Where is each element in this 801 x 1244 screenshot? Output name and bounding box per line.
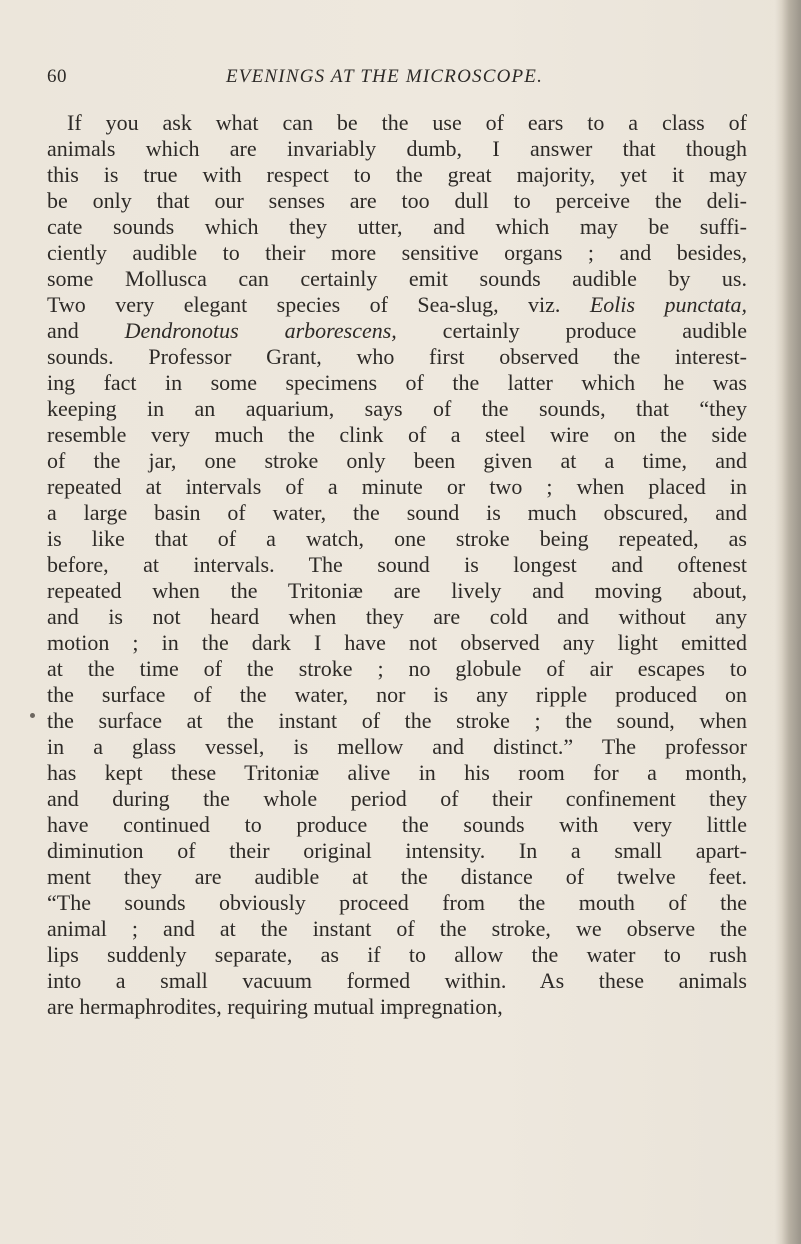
page-edge-shadow bbox=[775, 0, 801, 1244]
text-segment: and is not heard when they are cold and without any bbox=[47, 604, 747, 629]
text-line bbox=[47, 578, 747, 604]
text-segment: resemble very much the clink of a steel wire on the side bbox=[47, 422, 747, 447]
text-line bbox=[47, 292, 747, 318]
text-segment: repeated when the Tritoniæ are lively and moving about, bbox=[47, 578, 747, 603]
text-line bbox=[47, 734, 747, 760]
page-header bbox=[47, 66, 747, 94]
text-segment: diminution of their original intensity. In a small apart- bbox=[47, 838, 747, 863]
text-segment: ing fact in some specimens of the latter which he was bbox=[47, 370, 747, 395]
text-segment: some Mollusca can certainly emit sounds audible by us. bbox=[47, 266, 747, 291]
text-segment: motion ; in the dark I have not observed any light emitted bbox=[47, 630, 747, 655]
text-line bbox=[47, 110, 747, 136]
text-line bbox=[47, 396, 747, 422]
text-segment: cate sounds which they utter, and which may be suffi- bbox=[47, 214, 747, 239]
text-line bbox=[47, 136, 747, 162]
text-segment: is like that of a watch, one stroke being repeated, as bbox=[47, 526, 747, 551]
text-line bbox=[47, 448, 747, 474]
text-segment: the surface at the instant of the stroke ; the sound, when bbox=[47, 708, 747, 733]
text-segment: and bbox=[47, 318, 125, 343]
text-line bbox=[47, 812, 747, 838]
text-segment: at the time of the stroke ; no globule of air escapes to bbox=[47, 656, 747, 681]
text-line bbox=[47, 890, 747, 916]
text-segment: certainly produce audible bbox=[396, 318, 747, 343]
italic-species-name: Dendronotus arborescens, bbox=[124, 318, 397, 343]
text-segment: the surface of the water, nor is any ripple produced on bbox=[47, 682, 747, 707]
text-line bbox=[47, 526, 747, 552]
text-line bbox=[47, 240, 747, 266]
text-segment: animal ; and at the instant of the stroke, we observe the bbox=[47, 916, 747, 941]
body-paragraph bbox=[47, 110, 747, 1020]
text-segment: sounds. Professor Grant, who first observed the interest- bbox=[47, 344, 747, 369]
text-line bbox=[47, 968, 747, 994]
text-line bbox=[47, 552, 747, 578]
text-segment: be only that our senses are too dull to perceive the deli- bbox=[47, 188, 747, 213]
text-line bbox=[47, 474, 747, 500]
running-head: EVENINGS AT THE MICROSCOPE. bbox=[226, 66, 544, 87]
text-line bbox=[47, 500, 747, 526]
text-line bbox=[47, 682, 747, 708]
text-line bbox=[47, 786, 747, 812]
text-line bbox=[47, 630, 747, 656]
text-segment: animals which are invariably dumb, I answer that though bbox=[47, 136, 747, 161]
text-line bbox=[47, 838, 747, 864]
text-line bbox=[47, 318, 747, 344]
text-segment: ciently audible to their more sensitive organs ; and besides, bbox=[47, 240, 747, 265]
text-line bbox=[47, 188, 747, 214]
text-segment: and during the whole period of their confinement they bbox=[47, 786, 747, 811]
text-line bbox=[47, 344, 747, 370]
text-line bbox=[47, 370, 747, 396]
text-segment: this is true with respect to the great majority, yet it may bbox=[47, 162, 747, 187]
text-segment: “The sounds obviously proceed from the mouth of the bbox=[47, 890, 747, 915]
margin-dot bbox=[30, 713, 35, 718]
text-line bbox=[47, 994, 747, 1020]
text-line bbox=[47, 162, 747, 188]
text-line bbox=[47, 214, 747, 240]
text-line bbox=[47, 656, 747, 682]
page-number: 60 bbox=[47, 66, 67, 87]
text-segment: Two very elegant species of Sea-slug, viz. bbox=[47, 292, 590, 317]
text-segment: into a small vacuum formed within. As these animals bbox=[47, 968, 747, 993]
text-line bbox=[47, 266, 747, 292]
text-segment: lips suddenly separate, as if to allow the water to rush bbox=[47, 942, 747, 967]
text-segment: keeping in an aquarium, says of the sounds, that “they bbox=[47, 396, 747, 421]
text-segment: If you ask what can be the use of ears to a class of bbox=[67, 110, 747, 135]
text-segment: of the jar, one stroke only been given at a time, and bbox=[47, 448, 747, 473]
text-segment: repeated at intervals of a minute or two ; when placed in bbox=[47, 474, 747, 499]
text-segment: a large basin of water, the sound is much obscured, and bbox=[47, 500, 747, 525]
text-line bbox=[47, 708, 747, 734]
italic-species-name: Eolis punctata, bbox=[589, 292, 747, 317]
text-segment: are hermaphrodites, requiring mutual impregnation, bbox=[47, 994, 503, 1019]
text-line bbox=[47, 760, 747, 786]
text-segment: before, at intervals. The sound is longest and oftenest bbox=[47, 552, 747, 577]
text-line bbox=[47, 942, 747, 968]
text-segment: have continued to produce the sounds with very little bbox=[47, 812, 747, 837]
text-line bbox=[47, 864, 747, 890]
text-line bbox=[47, 422, 747, 448]
text-segment: in a glass vessel, is mellow and distinct.” The professor bbox=[47, 734, 747, 759]
text-segment: has kept these Tritoniæ alive in his room for a month, bbox=[47, 760, 747, 785]
text-line bbox=[47, 916, 747, 942]
text-line bbox=[47, 604, 747, 630]
text-segment: ment they are audible at the distance of twelve feet. bbox=[47, 864, 747, 889]
